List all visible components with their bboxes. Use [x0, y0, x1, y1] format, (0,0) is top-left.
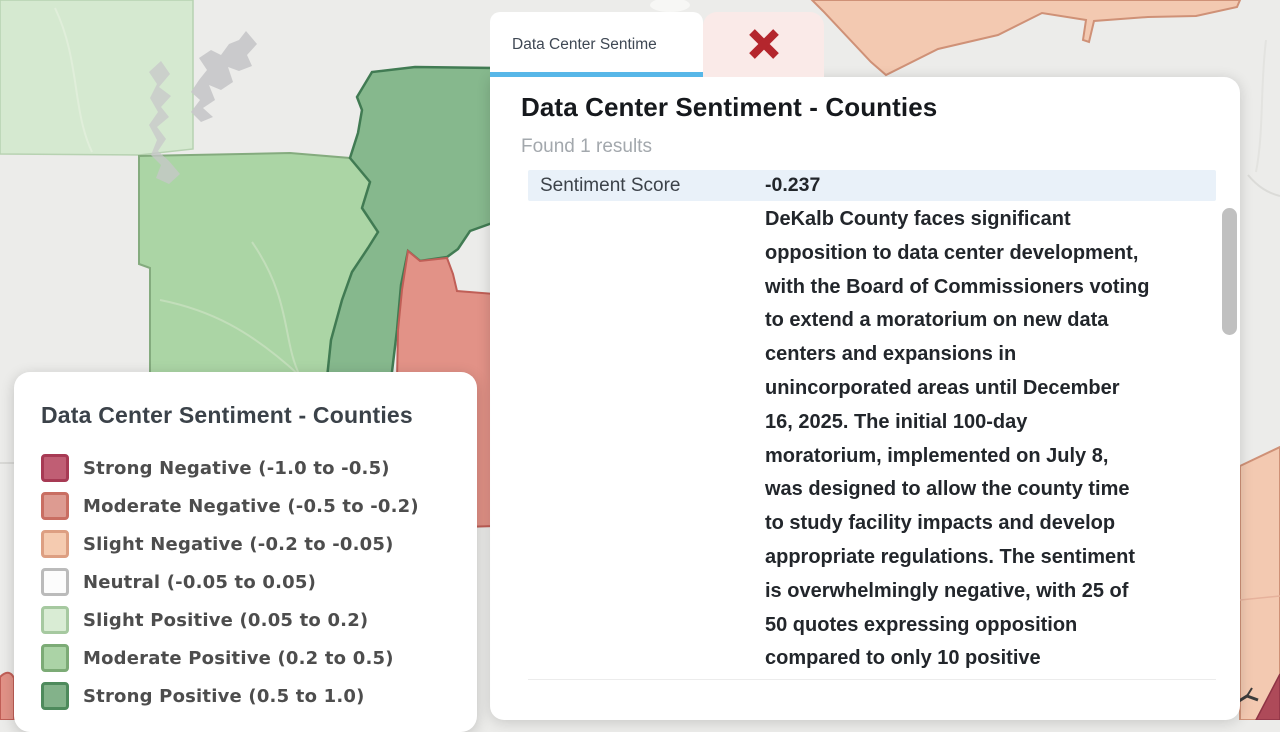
legend-panel	[14, 372, 477, 732]
description-line: opposition to data center development,	[765, 241, 1139, 264]
legend-title: Data Center Sentiment - Counties	[41, 402, 413, 428]
description-line: unincorporated areas until December	[765, 376, 1120, 399]
legend-color-swatch	[41, 606, 69, 634]
legend-item	[41, 677, 477, 715]
legend-item-label: Moderate Negative (-0.5 to -0.2)	[83, 495, 419, 517]
legend-color-swatch	[41, 492, 69, 520]
legend-item-label: Strong Positive (0.5 to 1.0)	[83, 685, 365, 707]
legend-item	[41, 563, 477, 601]
sentiment-description	[765, 203, 1216, 676]
legend-item-label: Strong Negative (-1.0 to -0.5)	[83, 457, 390, 479]
feature-details	[528, 170, 1216, 680]
description-line: with the Board of Commissioners voting	[765, 275, 1150, 298]
sentiment-score-value: -0.237	[765, 174, 821, 196]
legend-item	[41, 449, 477, 487]
popup-scrollbar-thumb[interactable]	[1222, 208, 1237, 335]
description-line: is overwhelmingly negative, with 25 of	[765, 579, 1129, 602]
legend-color-swatch	[41, 454, 69, 482]
tab-data-center-sentiment[interactable]	[490, 12, 703, 77]
legend-item	[41, 601, 477, 639]
legend-items	[41, 449, 477, 715]
description-line: was designed to allow the county time	[765, 478, 1130, 501]
legend-item-label: Slight Positive (0.05 to 0.2)	[83, 609, 369, 631]
legend-color-swatch	[41, 644, 69, 672]
legend-color-swatch	[41, 568, 69, 596]
description-line: 50 quotes expressing opposition	[765, 613, 1078, 636]
legend-item	[41, 525, 477, 563]
county-slight-negative-southeast[interactable]	[1240, 447, 1280, 720]
legend-item-label: Moderate Positive (0.2 to 0.5)	[83, 647, 394, 669]
description-line: appropriate regulations. The sentiment	[765, 545, 1136, 568]
legend-item-label: Slight Negative (-0.2 to -0.05)	[83, 533, 394, 555]
legend-color-swatch	[41, 530, 69, 558]
result-count: Found 1 results	[521, 136, 652, 157]
sentiment-score-row	[528, 170, 1216, 201]
description-line: 16, 2025. The initial 100-day	[765, 410, 1028, 433]
sentiment-score-label: Sentiment Score	[540, 174, 681, 196]
legend-item	[41, 639, 477, 677]
description-line: compared to only 10 positive	[765, 647, 1041, 670]
description-line: moratorium, implemented on July 8,	[765, 444, 1109, 467]
description-line: to study facility impacts and develop	[765, 512, 1116, 535]
legend-item-label: Neutral (-0.05 to 0.05)	[83, 571, 317, 593]
legend-color-swatch	[41, 682, 69, 710]
feature-popup	[490, 77, 1240, 720]
close-tab-button[interactable]	[703, 12, 824, 77]
legend-item	[41, 487, 477, 525]
tab-label: Data Center Sentime	[512, 35, 657, 53]
close-icon	[744, 25, 784, 65]
description-line: to extend a moratorium on new data	[765, 309, 1109, 332]
description-line: centers and expansions in	[765, 343, 1017, 366]
county-moderate-negative-southwest-sliver[interactable]	[0, 673, 14, 720]
active-tab-indicator	[490, 72, 703, 77]
popup-title: Data Center Sentiment - Counties	[521, 92, 938, 122]
description-line: DeKalb County faces significant	[765, 208, 1071, 230]
